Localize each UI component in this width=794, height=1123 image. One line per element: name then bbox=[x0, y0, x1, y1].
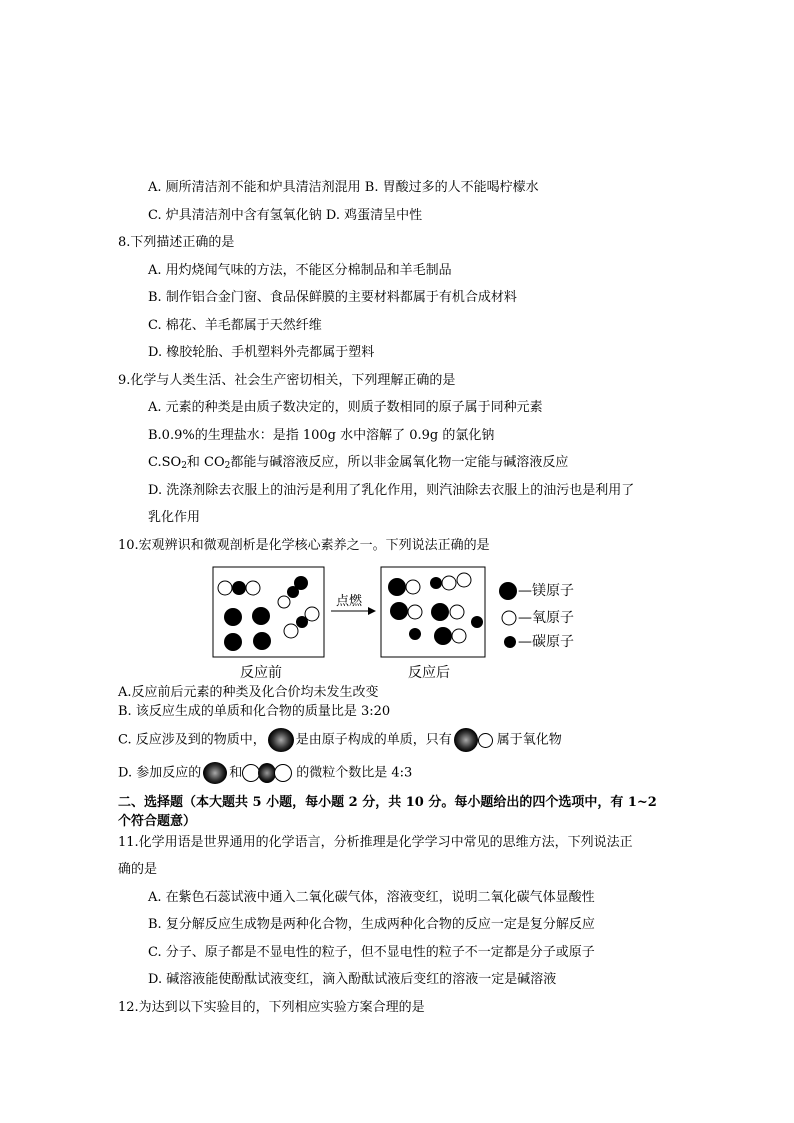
carbon-atom bbox=[409, 628, 421, 640]
magnesium-reactant-icon bbox=[203, 762, 227, 784]
legend-carbon-label: —碳原子 bbox=[518, 634, 574, 650]
q10-c-text3: 属于氧化物 bbox=[496, 732, 562, 748]
q9-c-post: 都能与碱溶液反应，所以非金属氧化物一定能与碱溶液反应 bbox=[230, 455, 569, 470]
q9-c-pre: C.SO bbox=[148, 455, 182, 470]
co2-o-right-icon bbox=[274, 764, 292, 782]
q11-option-b: B. 复分解反应生成物是两种化合物，生成两种化合物的反应一定是复分解反应 bbox=[148, 917, 595, 932]
magnesium-atom bbox=[434, 627, 452, 645]
magnesium-atom bbox=[224, 633, 242, 651]
legend-magnesium-label: —镁原子 bbox=[518, 583, 574, 599]
q8-option-a: A. 用灼烧闻气味的方法，不能区分棉制品和羊毛制品 bbox=[148, 263, 452, 278]
before-label: 反应前 bbox=[240, 665, 282, 681]
q9-option-b: B.0.9%的生理盐水：是指 100g 水中溶解了 0.9g 的氯化钠 bbox=[148, 428, 495, 443]
q11-option-d: D. 碱溶液能使酚酞试液变红，滴入酚酞试液后变红的溶液一定是碱溶液 bbox=[148, 972, 557, 987]
q10-stem: 10.宏观辨识和微观剖析是化学核心素养之一。下列说法正确的是 bbox=[118, 538, 490, 553]
q9-option-a: A. 元素的种类是由质子数决定的，则质子数相同的原子属于同种元素 bbox=[148, 400, 543, 415]
q11-option-c: C. 分子、原子都是不显电性的粒子，但不显电性的粒子不一定都是分子或原子 bbox=[148, 945, 595, 960]
q8-stem: 8.下列描述正确的是 bbox=[118, 235, 235, 250]
section2-heading-line2: 个符合题意） bbox=[118, 814, 197, 829]
q8-option-d: D. 橡胶轮胎、手机塑料外壳都属于塑料 bbox=[148, 345, 375, 360]
oxygen-atom bbox=[450, 605, 464, 619]
oxygen-atom bbox=[408, 605, 422, 619]
q7-option-a-b: A. 厕所清洁剂不能和炉具清洁剂混用 B. 胃酸过多的人不能喝柠檬水 bbox=[148, 180, 539, 195]
q10-option-d bbox=[118, 762, 412, 785]
oxygen-atom bbox=[457, 573, 471, 587]
q11-option-a: A. 在紫色石蕊试液中通入二氧化碳气体，溶液变红，说明二氧化碳气体显酸性 bbox=[148, 890, 595, 905]
mgo-mg-part-icon bbox=[454, 728, 478, 752]
q9-c-sub2: 2 bbox=[224, 461, 231, 471]
section2-heading-line1: 二、选择题（本大题共 5 小题，每小题 2 分，共 10 分。每小题给出的四个选项中，有 1~2 bbox=[118, 795, 657, 810]
q9-stem: 9.化学与人类生活、社会生产密切相关，下列理解正确的是 bbox=[118, 373, 456, 388]
q9-option-d-line1: D. 洗涤剂除去衣服上的油污是利用了乳化作用，则汽油除去衣服上的油污也是利用了 bbox=[148, 483, 635, 498]
oxygen-atom bbox=[246, 581, 260, 595]
after-label: 反应后 bbox=[408, 665, 450, 681]
q10-d-text2: 和 bbox=[229, 765, 243, 781]
magnesium-particle-icon bbox=[268, 728, 294, 752]
q9-c-mid: 和 CO bbox=[186, 455, 225, 470]
carbon-atom bbox=[296, 616, 308, 628]
magnesium-atom bbox=[224, 608, 242, 626]
q10-option-b: B. 该反应生成的单质和化合物的质量比是 3:20 bbox=[118, 704, 391, 719]
magnesium-atom bbox=[388, 578, 406, 596]
q10-c-text2: 是由原子构成的单质，只有 bbox=[295, 732, 452, 748]
magnesium-atom bbox=[253, 632, 271, 650]
q12-stem: 12.为达到以下实验目的，下列相应实验方案合理的是 bbox=[118, 1000, 425, 1015]
mgo-o-part-icon bbox=[478, 733, 493, 748]
carbon-atom bbox=[232, 581, 246, 595]
legend-carbon-icon bbox=[504, 636, 516, 648]
oxygen-atom bbox=[284, 624, 298, 638]
q10-d-text1: D. 参加反应的 bbox=[118, 765, 202, 781]
magnesium-atom bbox=[390, 602, 408, 620]
arrow-label: 点燃 bbox=[336, 594, 363, 609]
q7-option-c-d: C. 炉具清洁剂中含有氢氧化钠 D. 鸡蛋清呈中性 bbox=[148, 208, 423, 223]
q10-c-text1: C. 反应涉及到的物质中， bbox=[118, 732, 266, 748]
legend-magnesium-icon bbox=[499, 582, 517, 600]
q10-option-a: A.反应前后元素的种类及化合价均未发生改变 bbox=[118, 685, 379, 700]
oxygen-atom bbox=[452, 629, 466, 643]
q9-c-sub1: 2 bbox=[181, 461, 187, 471]
oxygen-atom bbox=[406, 580, 420, 594]
magnesium-atom bbox=[431, 603, 449, 621]
q10-option-c bbox=[118, 728, 562, 752]
q9-option-d-line2: 乳化作用 bbox=[148, 510, 201, 525]
q8-option-b: B. 制作铝合金门窗、食品保鲜膜的主要材料都属于有机合成材料 bbox=[148, 290, 517, 305]
q8-option-c: C. 棉花、羊毛都属于天然纤维 bbox=[148, 318, 322, 333]
legend-oxygen-icon bbox=[502, 611, 516, 625]
oxygen-atom bbox=[442, 576, 456, 590]
q11-stem-line2: 确的是 bbox=[118, 862, 158, 877]
carbon-atom bbox=[430, 577, 442, 589]
q11-stem-line1: 11.化学用语是世界通用的化学语言，分析推理是化学学习中常见的思维方法，下列说法正 bbox=[118, 835, 633, 850]
q10-d-text3: 的微粒个数比是 4:3 bbox=[296, 765, 413, 781]
carbon-atom bbox=[287, 586, 299, 598]
reaction-arrowhead bbox=[368, 607, 376, 615]
magnesium-atom bbox=[252, 607, 270, 625]
oxygen-atom bbox=[278, 596, 290, 608]
oxygen-atom bbox=[218, 581, 232, 595]
legend-oxygen-label: —氧原子 bbox=[518, 610, 574, 626]
carbon-atom bbox=[471, 616, 483, 628]
